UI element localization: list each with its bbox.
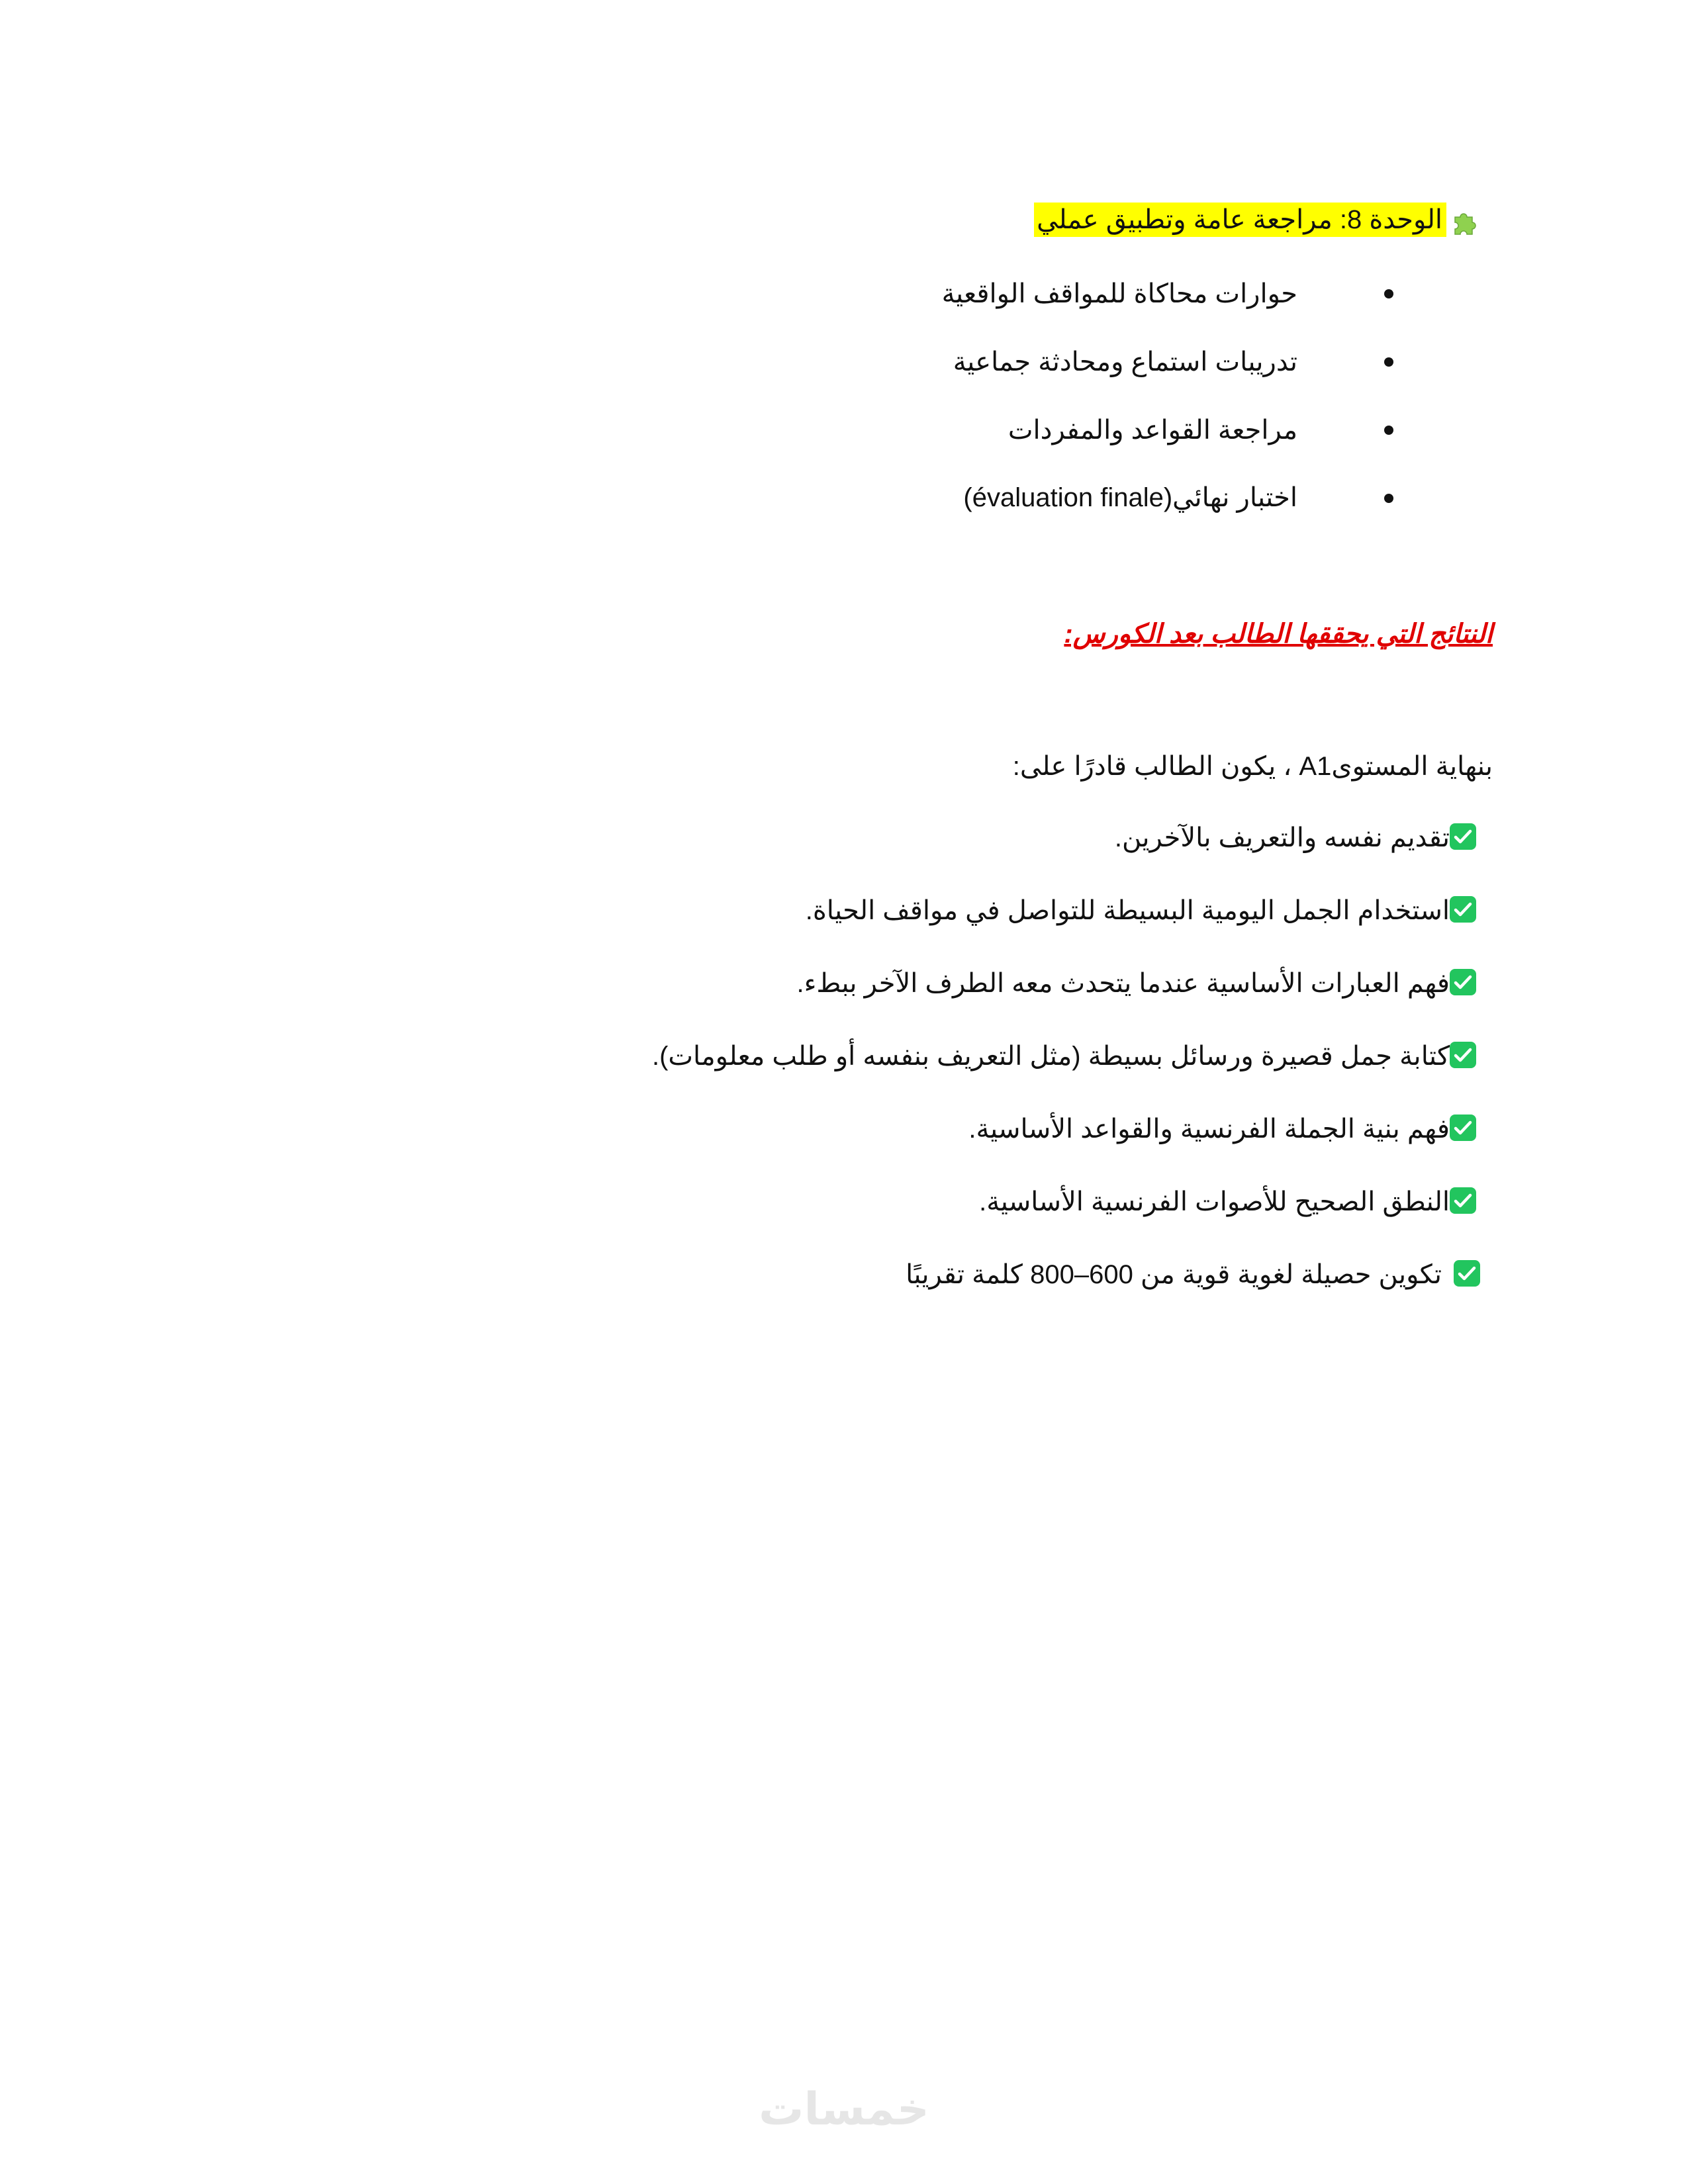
- bullet-dot-icon: [1384, 426, 1393, 435]
- check-box-icon: [1452, 1259, 1481, 1288]
- bullet-dot-icon: [1384, 494, 1393, 503]
- result-item: تقديم نفسه والتعريف بالآخرين.: [1114, 823, 1450, 852]
- check-box-icon: [1448, 968, 1477, 997]
- unit-heading-text: الوحدة 8: مراجعة عامة وتطبيق عملي: [1034, 203, 1446, 237]
- check-box-icon: [1448, 1113, 1477, 1142]
- check-box-icon: [1448, 822, 1477, 851]
- unit-item: حوارات محاكاة للمواقف الواقعية: [941, 279, 1297, 308]
- results-intro: بنهاية المستوىA1 ، يكون الطالب قادرًا على:: [1012, 752, 1493, 781]
- watermark-text: خمسات: [759, 2083, 929, 2136]
- check-box-icon: [1448, 1040, 1477, 1069]
- unit-heading: [1034, 200, 1446, 240]
- bullet-dot-icon: [1384, 357, 1393, 367]
- check-box-icon: [1448, 895, 1477, 924]
- result-item: استخدام الجمل اليومية البسيطة للتواصل في مواقف الحياة.: [805, 896, 1450, 925]
- result-item: كتابة جمل قصيرة ورسائل بسيطة (مثل التعريف بنفسه أو طلب معلومات).: [651, 1042, 1450, 1071]
- unit-item: تدريبات استماع ومحادثة جماعية: [953, 347, 1297, 377]
- puzzle-icon: [1450, 208, 1479, 237]
- unit-item: اختبار نهائي(évaluation finale): [963, 483, 1297, 512]
- unit-item: مراجعة القواعد والمفردات: [1008, 416, 1297, 445]
- result-item: فهم بنية الجملة الفرنسية والقواعد الأساسية.: [968, 1115, 1450, 1144]
- watermark-logo: [738, 2083, 950, 2136]
- bullet-dot-icon: [1384, 289, 1393, 298]
- result-item: تكوين حصيلة لغوية قوية من 600–800 كلمة تقريبًا: [906, 1260, 1442, 1289]
- result-item: النطق الصحيح للأصوات الفرنسية الأساسية.: [979, 1187, 1450, 1216]
- check-box-icon: [1448, 1186, 1477, 1215]
- result-item: فهم العبارات الأساسية عندما يتحدث معه الطرف الآخر ببطء.: [796, 969, 1450, 998]
- results-heading: النتائج التي يحققها الطالب بعد الكورس:: [1064, 619, 1493, 649]
